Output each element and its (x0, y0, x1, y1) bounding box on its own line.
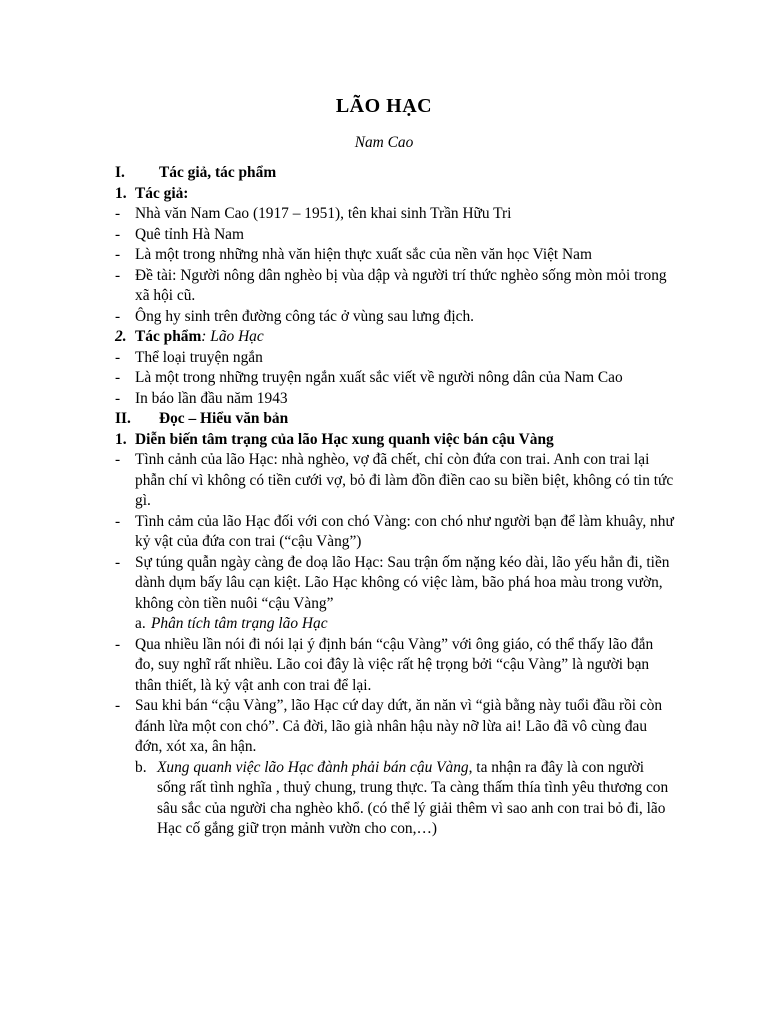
bullet-marker: - (115, 205, 121, 222)
subsection-heading (115, 327, 675, 348)
list-item (115, 512, 675, 553)
sub-heading (115, 614, 675, 635)
bullet-marker: - (115, 512, 121, 530)
bullet-marker: - (115, 348, 121, 366)
subsection-title: Diễn biến tâm trạng của lão Hạc xung quanh việc bán cậu Vàng (135, 430, 554, 448)
list-item (115, 245, 675, 266)
list-item (115, 348, 675, 369)
bullet-marker: - (115, 451, 121, 468)
subsection-label: Tác phẩm (135, 328, 202, 345)
bullet-marker: - (115, 553, 121, 571)
list-item-text: Nhà văn Nam Cao (1917 – 1951), tên khai sinh Trần Hữu Tri (135, 205, 512, 222)
list-item-text: Là một trong những nhà văn hiện thực xuất sắc của nền văn học Việt Nam (135, 246, 592, 263)
subsection-heading (115, 184, 675, 205)
list-item (115, 225, 675, 246)
sub-marker: a. (135, 615, 146, 632)
list-item-text: Đề tài: Người nông dân nghèo bị vùa dập và người trí thức nghèo sống mòn mỏi trong xã hội cũ. (135, 266, 667, 304)
sub-paragraph (115, 758, 675, 840)
list-item-text: Sau khi bán “cậu Vàng”, lão Hạc cứ day dứt, ăn năn vì “già bằng này tuổi đầu rồi còn đánh lừa một con chó”. Cả đời, lão già nhân hậu này nỡ lừa ai! Lão đã vô cùng đau đớn, xót xa, ân hận. (135, 697, 663, 755)
section-marker: I. (115, 164, 125, 181)
document-author: Nam Cao (354, 134, 414, 151)
subsection-title: Tác giả: (135, 184, 189, 202)
list-item (115, 307, 675, 328)
list-item (115, 553, 675, 615)
list-item-text: Qua nhiều lần nói đi nói lại ý định bán “cậu Vàng” với ông giáo, có thể thấy lão đắn đo, suy nghĩ rất nhiều. Lão coi đây là việc rất hệ trọng bởi “cậu Vàng” là người bạn thân thiết, là kỷ vật anh con trai để lại. (135, 635, 654, 694)
bullet-marker: - (115, 697, 121, 714)
list-item-text: Tình cảm của lão Hạc đối với con chó Vàng: con chó như người bạn để làm khuây, như kỷ vật của đứa con trai (“cậu Vàng”) (135, 512, 674, 550)
bullet-marker: - (115, 389, 121, 407)
list-item-text: In báo lần đầu năm 1943 (135, 389, 288, 407)
list-item-text: Thể loại truyện ngắn (135, 348, 263, 366)
document-body (115, 163, 675, 840)
list-item-text: Là một trong những truyện ngắn xuất sắc viết về người nông dân của Nam Cao (135, 369, 623, 386)
document-title: LÃO HẠC (335, 95, 433, 117)
bullet-marker: - (115, 266, 121, 284)
list-item-text: Quê tỉnh Hà Nam (135, 225, 244, 243)
section-title: Tác giả, tác phẩm (159, 164, 277, 181)
subsection-marker: 1. (115, 430, 127, 448)
subsection-separator: : (201, 328, 211, 345)
bullet-marker: - (115, 307, 121, 325)
sub-marker: b. (135, 758, 147, 776)
sub-paragraph-lead: Xung quanh việc lão Hạc đành phải bán cậu Vàng (157, 758, 469, 776)
list-item-text: Tình cảnh của lão Hạc: nhà nghèo, vợ đã chết, chỉ còn đứa con trai. Anh con trai lại phẫn chí vì không có tiền cưới vợ, bỏ đi làm đồn điền cao su biền biệt, không có tin tức gì. (135, 451, 674, 509)
bullet-marker: - (115, 246, 121, 263)
bullet-marker: - (115, 635, 121, 653)
list-item-text: Sự túng quẫn ngày càng đe doạ lão Hạc: Sau trận ốm nặng kéo dài, lão yếu hẳn đi, tiền dành dụm bấy lâu cạn kiệt. Lão Hạc không có việc làm, bão phá hoa màu trong vườn, không còn tiền nuôi “cậu Vàng” (135, 553, 670, 612)
sub-paragraph-text: , ta nhận ra đây là con người sống rất tình nghĩa , thuỷ chung, trung thực. Ta càng thấm thía tình yêu thương con sâu sắc của người cha nghèo khổ. (có thể lý giải thêm vì sao anh con trai bỏ đi, lão Hạc cố gắng giữ trọn mảnh vườn cho con,…) (157, 758, 669, 837)
subsection-work-title: Lão Hạc (210, 328, 264, 345)
section-marker: II. (115, 410, 131, 427)
sub-heading-text: Phân tích tâm trạng lão Hạc (151, 615, 328, 632)
list-item (115, 696, 675, 758)
list-item (115, 389, 675, 410)
bullet-marker: - (115, 369, 121, 386)
section-heading (115, 409, 675, 430)
list-item (115, 266, 675, 307)
subsection-heading (115, 430, 675, 451)
section-heading (115, 163, 675, 184)
list-item-text: Ông hy sinh trên đường công tác ở vùng sau lưng địch. (135, 307, 475, 325)
subsection-marker: 2. (115, 328, 127, 345)
list-item (115, 368, 675, 389)
list-item (115, 450, 675, 512)
subsection-marker: 1. (115, 184, 127, 202)
list-item (115, 204, 675, 225)
bullet-marker: - (115, 225, 121, 243)
section-title: Đọc – Hiểu văn bản (159, 410, 289, 427)
list-item (115, 635, 675, 697)
